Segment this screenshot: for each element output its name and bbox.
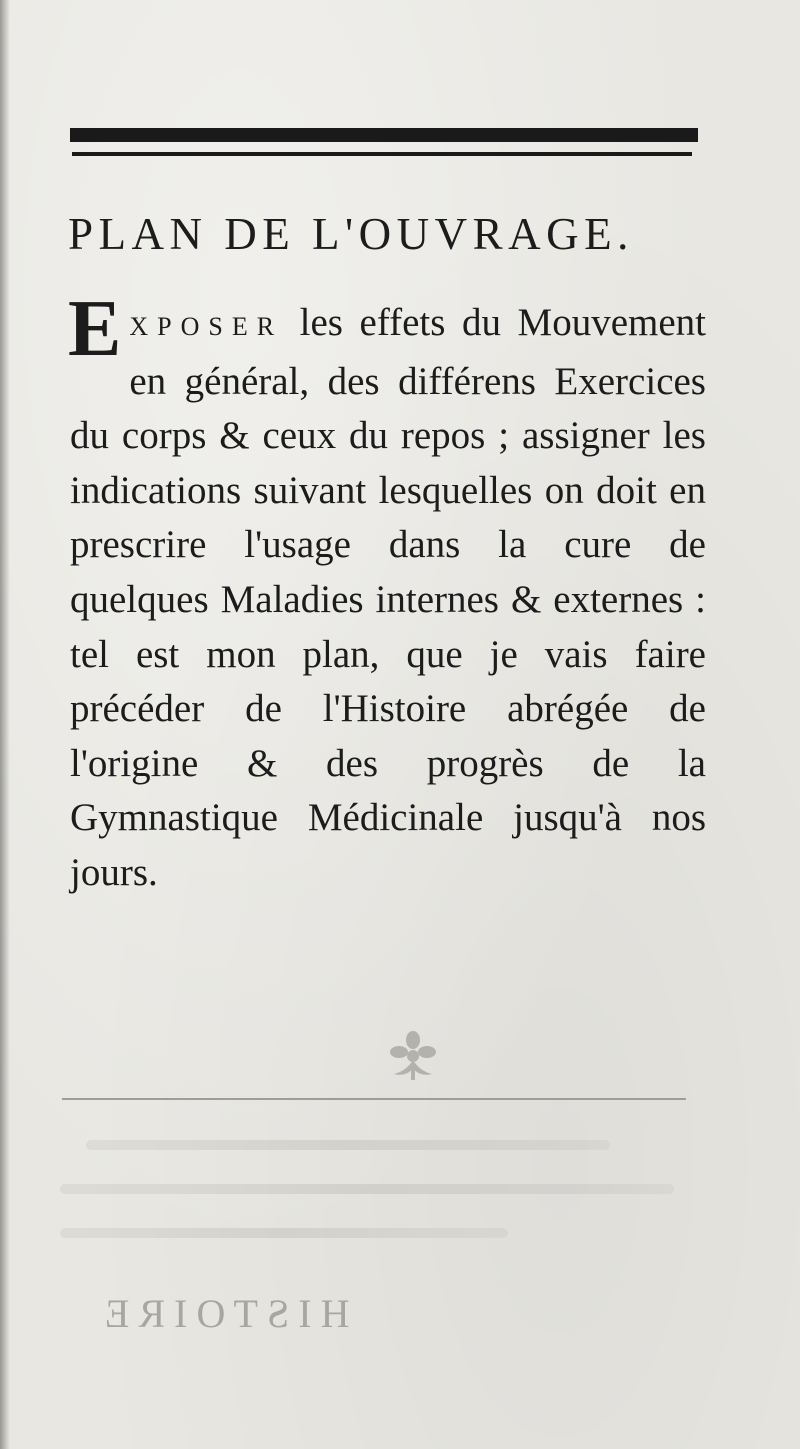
header-rule-thick [70,128,698,142]
footer-rule [62,1098,686,1100]
opening-word-smallcaps: XPOSER [129,312,284,341]
gutter-shadow [0,0,10,1449]
drop-cap: E [68,285,122,373]
body-text: les effets du Mouvement en général, des différens Exercices du corps & ceux du repos ; assigner les indications suivant lesquelles on doit en prescrire l'usage dans la cure de quelques Maladies internes & externes : tel est mon plan, que je vais faire précéder de l'Histoire abrégée de l'origine & des progrès de la Gymnastique Médicinale jusqu'à nos jours. [70,301,706,894]
body-paragraph [68,285,706,901]
bleed-through-word: HISTOIRE [96,1291,350,1336]
header-rule-thin [72,152,692,156]
bleed-through-text [60,1140,700,1272]
page-title: PLAN DE L'OUVRAGE. [68,209,634,259]
fleuron-ornament-icon [384,1028,442,1084]
